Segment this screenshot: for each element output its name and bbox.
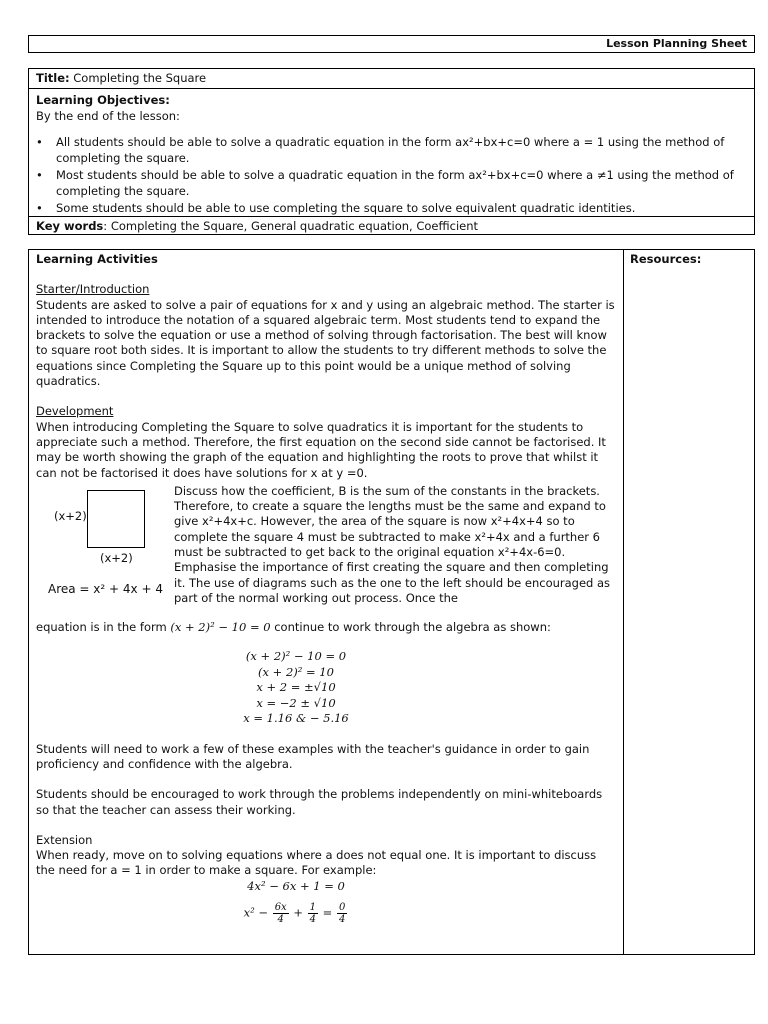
title-label: Title: — [36, 71, 70, 85]
keywords-row — [29, 216, 754, 235]
area-formula: Area = x² + 4x + 4 — [48, 581, 163, 596]
working-step: (x + 2)² − 10 = 0 — [245, 649, 347, 664]
title-value: Completing the Square — [69, 71, 207, 85]
development-heading: Development — [36, 404, 114, 419]
title-row — [29, 69, 754, 89]
extension-heading: Extension — [36, 832, 93, 847]
square-bottom-label: (x+2) — [100, 550, 133, 565]
objectives-intro: By the end of the lesson: — [36, 109, 180, 123]
objective-item: • Most students should be able to solve a quadratic equation in the form ax²+bx+c=0 where a ≠1 using the method of completing the square. — [56, 167, 747, 199]
starter-text: Students are asked to solve a pair of equations for x and y using an algebraic method. The starter is intended to introduce the notation of a squared algebraic term. Most students tend to expand the brackets to solve the equation or use a method of solving through factorisation. The best will know to square root both sides. It is important to allow the students to try different methods to solve the equations since Completing the Square up to this point would be a unique method of solving quadratics. — [36, 297, 615, 389]
worked-solution — [36, 649, 616, 727]
development-text: When introducing Completing the Square to solve quadratics it is important for the students to appreciate such a method. Therefore, the first equation on the second side cannot be factorised. It may be worth showing the graph of the equation and highlighting the roots to prove that whilst it can not be factorised it does have solutions for x at y =0. — [36, 419, 606, 480]
square-side-label: (x+2) — [54, 508, 87, 523]
starter-heading: Starter/Introduction — [36, 282, 150, 297]
equation-form-line: equation is in the form (x + 2)² − 10 = 0 continue to work through the algebra as shown: — [36, 619, 551, 634]
activities-table — [28, 249, 755, 955]
keywords-label: Key words — [36, 219, 104, 233]
objective-item: • Some students should be able to use completing the square to solve equivalent quadratic identities. — [56, 200, 747, 216]
header-bar — [28, 35, 755, 53]
objectives-section — [29, 89, 754, 216]
fraction: $\frac{1}{4}$ — [309, 901, 317, 925]
extension-text: When ready, move on to solving equations where a does not equal one. It is important to discuss the need for a = 1 in order to make a square. For example: — [36, 848, 597, 878]
independent-text: Students should be encouraged to work through the problems independently on mini-whiteboards so that the teacher can assess their working. — [36, 787, 603, 817]
keywords-value: : Completing the Square, General quadratic equation, Coefficient — [103, 219, 479, 233]
square-diagram-section — [36, 483, 616, 620]
objective-item: • All students should be able to solve a quadratic equation in the form ax²+bx+c=0 where a = 1 using the method of completing the square. — [56, 134, 747, 166]
square-diagram — [87, 490, 145, 548]
objectives-list — [36, 134, 747, 216]
example-equation: 4x² − 6x + 1 = 0 — [247, 878, 345, 893]
working-step: x + 2 = ±√10 — [256, 680, 336, 695]
learning-activities-column — [29, 250, 624, 954]
example-equation-divided: x² − $\frac{6x}{4}$ + $\frac{1}{4}$ = $\frac{0}{4}$ — [243, 901, 346, 925]
practice-text: Students will need to work a few of these examples with the teacher's guidance in order to gain proficiency and confidence with the algebra. — [36, 741, 590, 771]
equation-form-math: (x + 2)² − 10 = 0 — [170, 619, 271, 634]
resources-heading: Resources: — [630, 252, 702, 266]
fraction: $\frac{6x}{4}$ — [274, 901, 287, 925]
objectives-heading: Learning Objectives: — [36, 93, 170, 107]
working-step: x = −2 ± √10 — [256, 695, 336, 710]
working-step: (x + 2)² = 10 — [258, 664, 334, 679]
activities-heading: Learning Activities — [36, 252, 158, 266]
fraction: $\frac{0}{4}$ — [338, 901, 346, 925]
sheet-title: Lesson Planning Sheet — [606, 37, 747, 50]
lesson-info-table — [28, 68, 755, 235]
working-step: x = 1.16 & − 5.16 — [243, 711, 349, 726]
resources-column — [624, 250, 754, 954]
discuss-text: Discuss how the coefficient, B is the sum of the constants in the brackets. Therefore, to create a square the lengths must be the same and expand to give x²+4x+c. However, the area of the square is now x²+4x+4 so to complete the square 4 must be subtracted to make x²+4x and a further 6 must be subtracted to get back to the original equation x²+4x-6=0. Emphasise the importance of first creating the square and then completing it. The use of diagrams such as the one to the left should be encouraged as part of the normal working out process. Once the — [174, 483, 611, 605]
